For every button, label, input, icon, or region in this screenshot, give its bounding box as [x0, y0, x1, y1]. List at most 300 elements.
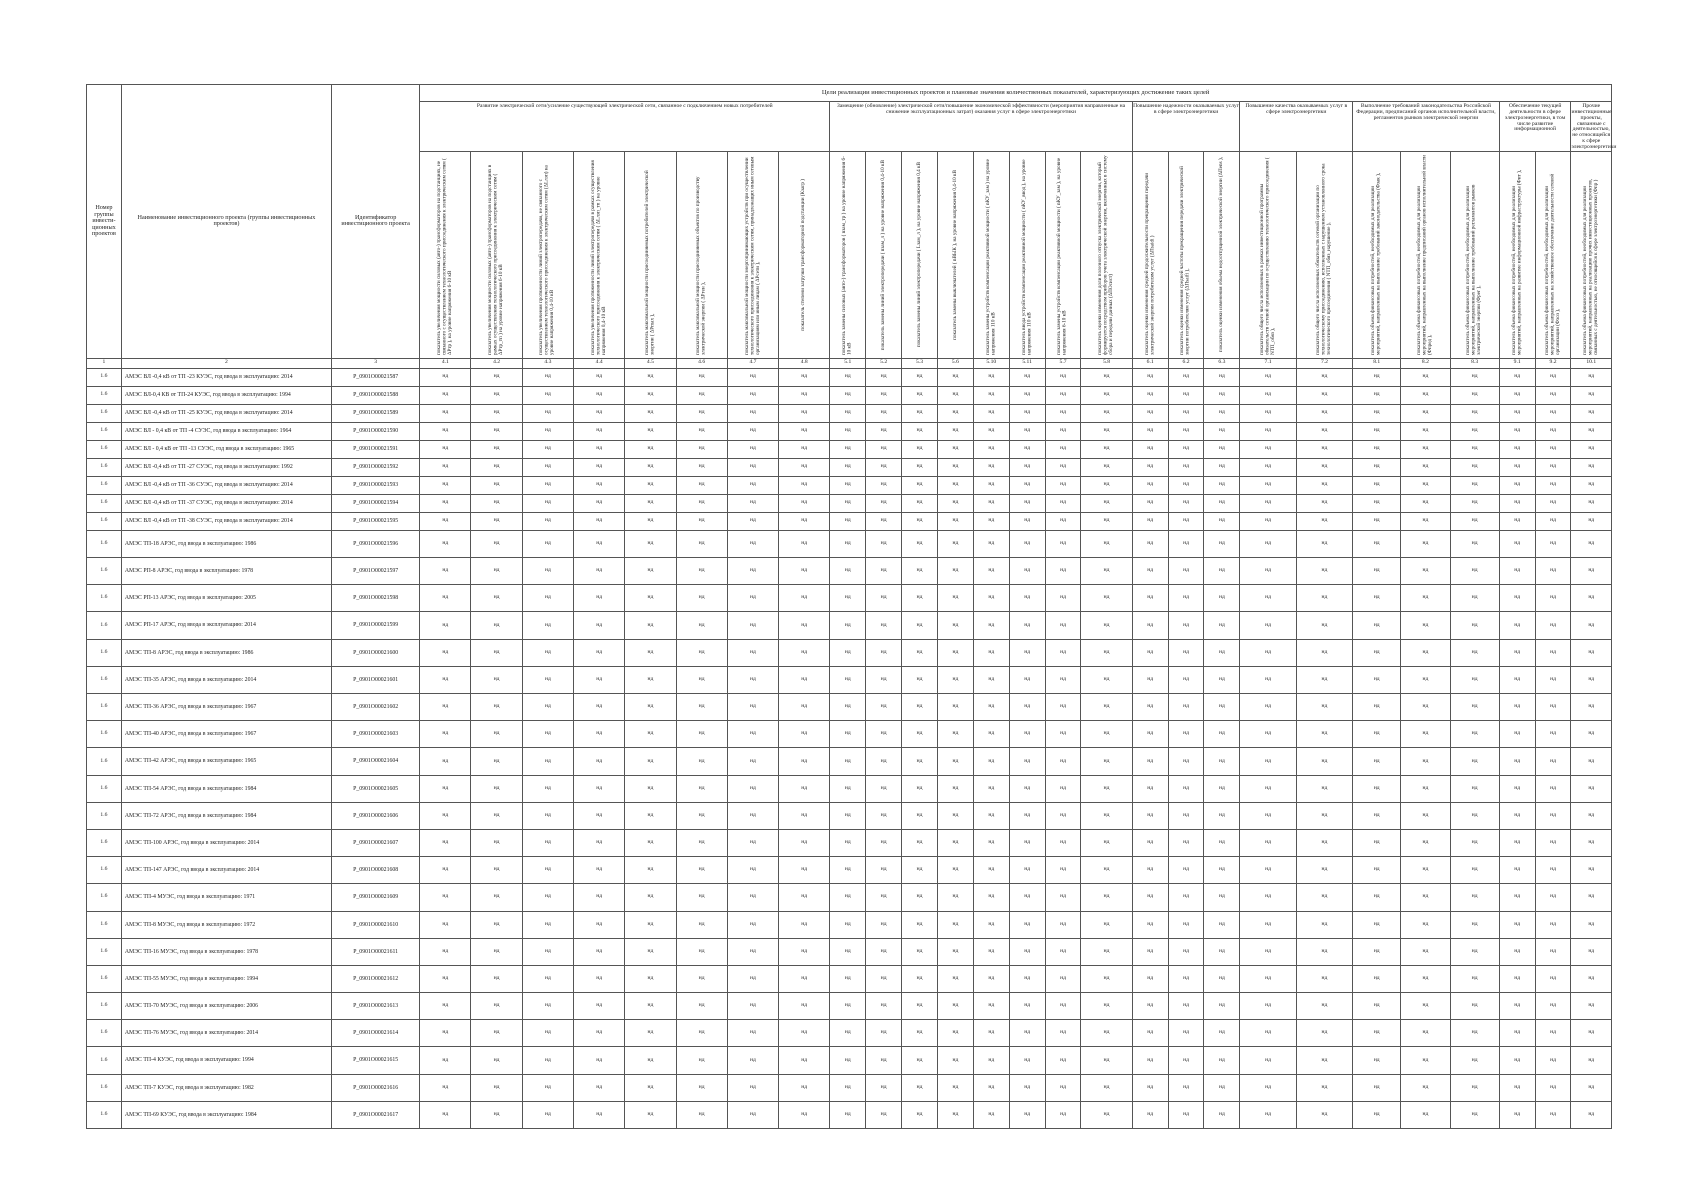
row-value-na: нд — [1168, 386, 1204, 404]
row-value-na: нд — [937, 1101, 973, 1128]
row-value-na: нд — [1081, 884, 1132, 911]
row-value-na: нд — [522, 585, 573, 612]
row-group-number: 1.6 — [87, 386, 122, 404]
row-value-na: нд — [937, 829, 973, 856]
row-value-na: нд — [420, 938, 471, 965]
row-value-na: нд — [1571, 440, 1612, 458]
row-value-na: нд — [1353, 1020, 1401, 1047]
row-value-na: нд — [1240, 775, 1296, 802]
row-value-na: нд — [1045, 1074, 1081, 1101]
row-value-na: нд — [902, 721, 938, 748]
header-indicator — [973, 151, 1009, 358]
row-value-na: нд — [1204, 558, 1240, 585]
row-value-na: нд — [1081, 422, 1132, 440]
row-project-name: АМЭС ТП-35 АРЭС, год ввода в эксплуатацию: 2014 — [121, 666, 331, 693]
row-project-name: АМЭС ТП-8 МУЭС, год ввода в эксплуатацию: 1972 — [121, 911, 331, 938]
row-project-id: P_0901O00021597 — [332, 558, 420, 585]
row-value-na: нд — [574, 965, 625, 992]
table-row — [87, 857, 1612, 884]
row-value-na: нд — [830, 666, 866, 693]
row-value-na: нд — [471, 404, 522, 422]
row-value-na: нд — [1499, 1047, 1535, 1074]
row-value-na: нд — [625, 857, 676, 884]
row-value-na: нд — [779, 639, 830, 666]
row-value-na: нд — [676, 368, 727, 386]
row-value-na: нд — [937, 911, 973, 938]
row-value-na: нд — [574, 884, 625, 911]
row-value-na: нд — [727, 386, 778, 404]
row-value-na: нд — [1168, 748, 1204, 775]
row-value-na: нд — [830, 884, 866, 911]
row-value-na: нд — [727, 1047, 778, 1074]
row-value-na: нд — [420, 612, 471, 639]
row-value-na: нд — [574, 802, 625, 829]
row-value-na: нд — [574, 775, 625, 802]
row-value-na: нд — [676, 938, 727, 965]
row-value-na: нд — [779, 1074, 830, 1101]
row-value-na: нд — [1132, 829, 1168, 856]
row-value-na: нд — [937, 965, 973, 992]
row-value-na: нд — [1132, 530, 1168, 557]
row-value-na: нд — [574, 530, 625, 557]
row-value-na: нд — [1081, 476, 1132, 494]
row-value-na: нд — [973, 1047, 1009, 1074]
row-value-na: нд — [1450, 857, 1499, 884]
row-value-na: нд — [1204, 965, 1240, 992]
row-value-na: нд — [1009, 857, 1045, 884]
row-value-na: нд — [902, 585, 938, 612]
row-value-na: нд — [937, 721, 973, 748]
row-value-na: нд — [1571, 494, 1612, 512]
row-value-na: нд — [866, 1047, 902, 1074]
row-value-na: нд — [1571, 721, 1612, 748]
column-number: 4.8 — [779, 358, 830, 368]
row-value-na: нд — [902, 612, 938, 639]
row-value-na: нд — [1132, 938, 1168, 965]
row-project-name: АМЭС РП-8 АРЭС, год ввода в эксплуатацию: 1978 — [121, 558, 331, 585]
row-value-na: нд — [1499, 530, 1535, 557]
row-value-na: нд — [1535, 404, 1571, 422]
row-value-na: нд — [830, 938, 866, 965]
row-value-na: нд — [1081, 404, 1132, 422]
row-value-na: нд — [1571, 386, 1612, 404]
row-value-na: нд — [902, 1074, 938, 1101]
row-value-na: нд — [1168, 639, 1204, 666]
row-value-na: нд — [1499, 404, 1535, 422]
row-group-number: 1.6 — [87, 775, 122, 802]
row-value-na: нд — [1204, 666, 1240, 693]
row-value-na: нд — [1168, 938, 1204, 965]
row-value-na: нд — [1296, 639, 1352, 666]
row-value-na: нд — [1296, 440, 1352, 458]
row-value-na: нд — [522, 938, 573, 965]
row-value-na: нд — [574, 476, 625, 494]
header-group: Повышение качества оказываемых услуг в сфере электроэнергетики — [1240, 102, 1353, 152]
row-value-na: нд — [625, 386, 676, 404]
column-number: 4.7 — [727, 358, 778, 368]
row-value-na: нд — [1401, 1020, 1450, 1047]
row-value-na: нд — [1450, 802, 1499, 829]
row-value-na: нд — [625, 748, 676, 775]
row-value-na: нд — [1535, 938, 1571, 965]
row-value-na: нд — [1204, 530, 1240, 557]
header-indicator — [1009, 151, 1045, 358]
row-value-na: нд — [1499, 422, 1535, 440]
row-value-na: нд — [937, 884, 973, 911]
row-project-name: АМЭС ТП-70 МУЭС, год ввода в эксплуатацию: 2006 — [121, 993, 331, 1020]
row-value-na: нд — [1081, 1101, 1132, 1128]
row-value-na: нд — [625, 938, 676, 965]
row-value-na: нд — [866, 938, 902, 965]
row-value-na: нд — [676, 530, 727, 557]
row-value-na: нд — [1081, 1020, 1132, 1047]
row-value-na: нд — [937, 694, 973, 721]
row-value-na: нд — [1081, 748, 1132, 775]
row-group-number: 1.6 — [87, 721, 122, 748]
row-value-na: нд — [1081, 1074, 1132, 1101]
row-value-na: нд — [1132, 404, 1168, 422]
row-value-na: нд — [902, 422, 938, 440]
row-value-na: нд — [1081, 1047, 1132, 1074]
row-value-na: нд — [574, 748, 625, 775]
column-number: 5.10 — [973, 358, 1009, 368]
row-value-na: нд — [1168, 422, 1204, 440]
row-value-na: нд — [1571, 1047, 1612, 1074]
row-value-na: нд — [1571, 422, 1612, 440]
row-project-name: АМЭС ТП-100 АРЭС, год ввода в эксплуатацию: 2014 — [121, 829, 331, 856]
row-value-na: нд — [830, 558, 866, 585]
row-project-name: АМЭС ВЛ -0,4 кВ от ТП -37 СУЭС, год ввода в эксплуатацию: 2014 — [121, 494, 331, 512]
row-value-na: нд — [522, 1047, 573, 1074]
row-value-na: нд — [471, 748, 522, 775]
row-value-na: нд — [779, 440, 830, 458]
row-value-na: нд — [1081, 911, 1132, 938]
row-value-na: нд — [471, 458, 522, 476]
row-value-na: нд — [1204, 1074, 1240, 1101]
row-value-na: нд — [1132, 884, 1168, 911]
row-value-na: нд — [1168, 1020, 1204, 1047]
row-value-na: нд — [866, 802, 902, 829]
row-value-na: нд — [1450, 422, 1499, 440]
row-project-name: АМЭС РП-17 АРЭС, год ввода в эксплуатацию: 2014 — [121, 612, 331, 639]
row-value-na: нд — [1045, 1020, 1081, 1047]
row-value-na: нд — [902, 368, 938, 386]
row-value-na: нд — [937, 639, 973, 666]
row-value-na: нд — [1009, 639, 1045, 666]
header-indicator — [1450, 151, 1499, 358]
row-project-id: P_0901O00021616 — [332, 1074, 420, 1101]
column-number: 8.3 — [1450, 358, 1499, 368]
row-value-na: нд — [1571, 694, 1612, 721]
row-value-na: нд — [830, 530, 866, 557]
row-project-id: P_0901O00021589 — [332, 404, 420, 422]
row-project-id: P_0901O00021594 — [332, 494, 420, 512]
row-value-na: нд — [1450, 512, 1499, 530]
row-value-na: нд — [937, 1074, 973, 1101]
row-value-na: нд — [676, 884, 727, 911]
row-value-na: нд — [1499, 965, 1535, 992]
row-value-na: нд — [902, 666, 938, 693]
row-value-na: нд — [1168, 558, 1204, 585]
row-value-na: нд — [1168, 857, 1204, 884]
header-group: Замещение (обновление) электрической сети/повышение экономической эффективности (мероприятия направленные на снижение эксплуатационных затрат) оказания услуг в сфере электроэнергетики — [830, 102, 1132, 152]
row-value-na: нд — [973, 458, 1009, 476]
row-value-na: нд — [727, 476, 778, 494]
row-value-na: нд — [1296, 965, 1352, 992]
row-value-na: нд — [676, 585, 727, 612]
row-value-na: нд — [866, 558, 902, 585]
row-value-na: нд — [866, 404, 902, 422]
row-value-na: нд — [727, 1101, 778, 1128]
row-value-na: нд — [830, 458, 866, 476]
table-row — [87, 639, 1612, 666]
row-value-na: нд — [1535, 612, 1571, 639]
row-value-na: нд — [1401, 965, 1450, 992]
row-value-na: нд — [727, 965, 778, 992]
row-value-na: нд — [471, 558, 522, 585]
row-value-na: нд — [625, 666, 676, 693]
row-value-na: нд — [1353, 938, 1401, 965]
row-value-na: нд — [1401, 721, 1450, 748]
row-value-na: нд — [1081, 530, 1132, 557]
row-value-na: нд — [1009, 612, 1045, 639]
header-indicator-text: показатель объема финансовых потребностей, необходимых для реализации мероприятий, направленных на выполнение предписаний органов исполнительной власти (Фпред ), — [1416, 154, 1434, 355]
column-number: 8.1 — [1353, 358, 1401, 368]
row-value-na: нд — [1045, 476, 1081, 494]
row-value-na: нд — [1535, 911, 1571, 938]
column-number: 5.8 — [1081, 358, 1132, 368]
row-value-na: нд — [1204, 458, 1240, 476]
row-value-na: нд — [1535, 775, 1571, 802]
row-value-na: нд — [1168, 666, 1204, 693]
row-value-na: нд — [676, 694, 727, 721]
row-value-na: нд — [1132, 512, 1168, 530]
row-value-na: нд — [1045, 666, 1081, 693]
row-value-na: нд — [1045, 1101, 1081, 1128]
row-value-na: нд — [574, 512, 625, 530]
row-project-name: АМЭС ВЛ -0,4 кВ от ТП -38 СУЭС, год ввода в эксплуатацию: 2014 — [121, 512, 331, 530]
header-indicator — [1571, 151, 1612, 358]
row-value-na: нд — [727, 802, 778, 829]
row-value-na: нд — [1009, 458, 1045, 476]
row-group-number: 1.6 — [87, 829, 122, 856]
column-number: 7.2 — [1296, 358, 1352, 368]
row-value-na: нд — [420, 857, 471, 884]
row-value-na: нд — [1535, 721, 1571, 748]
row-value-na: нд — [1499, 829, 1535, 856]
row-value-na: нд — [676, 422, 727, 440]
table-row — [87, 422, 1612, 440]
row-value-na: нд — [1450, 612, 1499, 639]
table-row — [87, 612, 1612, 639]
row-value-na: нд — [973, 386, 1009, 404]
row-value-na: нд — [574, 458, 625, 476]
row-project-id: P_0901O00021606 — [332, 802, 420, 829]
row-value-na: нд — [937, 1020, 973, 1047]
column-number: 4.4 — [574, 358, 625, 368]
row-value-na: нд — [830, 476, 866, 494]
row-value-na: нд — [937, 1047, 973, 1074]
row-value-na: нд — [1081, 775, 1132, 802]
row-value-na: нд — [420, 494, 471, 512]
row-value-na: нд — [1401, 494, 1450, 512]
row-value-na: нд — [866, 386, 902, 404]
row-value-na: нд — [1353, 404, 1401, 422]
row-value-na: нд — [1571, 612, 1612, 639]
row-value-na: нд — [902, 911, 938, 938]
row-value-na: нд — [471, 1020, 522, 1047]
row-value-na: нд — [1535, 1047, 1571, 1074]
row-value-na: нд — [1353, 440, 1401, 458]
header-group: Выполнение требований законодательства Российской Федерации, предписаний органов исполнительной власти, регламентов рынков электрической энергии — [1353, 102, 1500, 152]
row-value-na: нд — [727, 748, 778, 775]
header-indicator-text: показатель ввода устройств компенсации реактивной мощности ( nКУ_ввод ), на уровне напряжения 110 кВ — [1020, 159, 1033, 355]
row-value-na: нд — [1045, 965, 1081, 992]
table-row — [87, 884, 1612, 911]
row-value-na: нд — [522, 530, 573, 557]
row-value-na: нд — [866, 829, 902, 856]
header-indicator — [1081, 151, 1132, 358]
row-value-na: нд — [779, 911, 830, 938]
row-value-na: нд — [625, 829, 676, 856]
row-value-na: нд — [1204, 802, 1240, 829]
row-value-na: нд — [1045, 458, 1081, 476]
row-value-na: нд — [676, 911, 727, 938]
row-value-na: нд — [676, 857, 727, 884]
row-value-na: нд — [1009, 1074, 1045, 1101]
row-value-na: нд — [1009, 911, 1045, 938]
row-value-na: нд — [1535, 639, 1571, 666]
row-value-na: нд — [937, 938, 973, 965]
row-value-na: нд — [779, 612, 830, 639]
row-value-na: нд — [1204, 476, 1240, 494]
row-project-name: АМЭС ВЛ -0,4 кВ от ТП -27 СУЭС, год ввода в эксплуатацию: 1992 — [121, 458, 331, 476]
row-value-na: нд — [1045, 857, 1081, 884]
row-value-na: нд — [1571, 993, 1612, 1020]
header-indicator-text: показатель оценки изменения доли полезного отпуска электрической энергии, который формируется посредством приборов учета электрической энергии, включенных в систему сбора и передачи данных (ΔПОсист) — [1097, 155, 1115, 355]
row-value-na: нд — [1401, 938, 1450, 965]
row-project-name: АМЭС ВЛ -0,4 кВ от ТП -23 КУЭС, год ввода в эксплуатацию: 2014 — [121, 368, 331, 386]
row-value-na: нд — [1168, 612, 1204, 639]
column-number: 2 — [121, 358, 331, 368]
row-value-na: нд — [937, 368, 973, 386]
row-value-na: нд — [625, 639, 676, 666]
row-project-name: АМЭС ТП-69 КУЭС, год ввода в эксплуатацию: 1984 — [121, 1101, 331, 1128]
row-value-na: нд — [1296, 585, 1352, 612]
column-number: 1 — [87, 358, 122, 368]
row-value-na: нд — [625, 558, 676, 585]
row-group-number: 1.6 — [87, 494, 122, 512]
column-number: 8.2 — [1401, 358, 1450, 368]
header-indicator-text: показатель увеличения протяженности линий электропередачи, не связанного с осуществлением технологического присоединения к электрическим сетям (ΔLлэп) на уровне напряжения 0,4-10 кВ — [538, 165, 556, 355]
row-value-na: нд — [676, 965, 727, 992]
row-group-number: 1.6 — [87, 884, 122, 911]
row-value-na: нд — [625, 965, 676, 992]
row-value-na: нд — [420, 368, 471, 386]
row-value-na: нд — [1240, 368, 1296, 386]
row-value-na: нд — [830, 1101, 866, 1128]
row-project-id: P_0901O00021617 — [332, 1101, 420, 1128]
row-value-na: нд — [1204, 1101, 1240, 1128]
row-value-na: нд — [574, 585, 625, 612]
row-value-na: нд — [779, 1020, 830, 1047]
row-value-na: нд — [937, 440, 973, 458]
row-value-na: нд — [522, 612, 573, 639]
row-value-na: нд — [1296, 422, 1352, 440]
row-value-na: нд — [1296, 748, 1352, 775]
row-value-na: нд — [830, 911, 866, 938]
row-value-na: нд — [973, 802, 1009, 829]
row-value-na: нд — [1168, 694, 1204, 721]
row-value-na: нд — [1009, 422, 1045, 440]
row-value-na: нд — [830, 422, 866, 440]
row-value-na: нд — [1401, 911, 1450, 938]
header-caption: Цели реализации инвестиционных проектов и плановые значения количественных показателей, характеризующих достижение таких целей — [420, 85, 1612, 102]
row-value-na: нд — [902, 884, 938, 911]
row-value-na: нд — [902, 386, 938, 404]
column-number: 7.1 — [1240, 358, 1296, 368]
row-value-na: нд — [1535, 440, 1571, 458]
row-value-na: нд — [1450, 639, 1499, 666]
row-value-na: нд — [676, 1020, 727, 1047]
row-value-na: нд — [1296, 721, 1352, 748]
table-row — [87, 558, 1612, 585]
row-value-na: нд — [1240, 721, 1296, 748]
row-value-na: нд — [1450, 884, 1499, 911]
row-value-na: нд — [676, 476, 727, 494]
row-value-na: нд — [522, 494, 573, 512]
row-group-number: 1.6 — [87, 1047, 122, 1074]
row-project-name: АМЭС ТП-147 АРЭС, год ввода в эксплуатацию: 2014 — [121, 857, 331, 884]
row-value-na: нд — [574, 639, 625, 666]
row-value-na: нд — [1499, 558, 1535, 585]
row-value-na: нд — [1009, 530, 1045, 557]
row-value-na: нд — [471, 965, 522, 992]
row-value-na: нд — [1571, 884, 1612, 911]
row-value-na: нд — [1168, 458, 1204, 476]
row-value-na: нд — [1353, 530, 1401, 557]
header-indicator — [1132, 151, 1168, 358]
row-value-na: нд — [1081, 802, 1132, 829]
row-value-na: нд — [1240, 1047, 1296, 1074]
row-value-na: нд — [420, 512, 471, 530]
row-value-na: нд — [625, 422, 676, 440]
row-value-na: нд — [574, 857, 625, 884]
table-row — [87, 748, 1612, 775]
row-value-na: нд — [420, 530, 471, 557]
row-value-na: нд — [1571, 1101, 1612, 1128]
row-group-number: 1.6 — [87, 911, 122, 938]
row-project-id: P_0901O00021593 — [332, 476, 420, 494]
row-value-na: нд — [1168, 1101, 1204, 1128]
row-value-na: нд — [1401, 884, 1450, 911]
row-value-na: нд — [973, 440, 1009, 458]
row-value-na: нд — [779, 404, 830, 422]
row-value-na: нд — [471, 884, 522, 911]
row-value-na: нд — [1353, 857, 1401, 884]
row-value-na: нд — [676, 512, 727, 530]
column-number: 5.1 — [830, 358, 866, 368]
row-value-na: нд — [1132, 639, 1168, 666]
row-value-na: нд — [1240, 1101, 1296, 1128]
row-value-na: нд — [973, 911, 1009, 938]
row-value-na: нд — [902, 993, 938, 1020]
row-value-na: нд — [1045, 802, 1081, 829]
row-value-na: нд — [676, 1047, 727, 1074]
row-project-id: P_0901O00021608 — [332, 857, 420, 884]
row-value-na: нд — [522, 368, 573, 386]
header-indicator-text: показатель объема финансовых потребностей, необходимых для реализации мероприятий, направленных на развитие информационной инфраструктуры (Фит ), — [1510, 169, 1523, 355]
